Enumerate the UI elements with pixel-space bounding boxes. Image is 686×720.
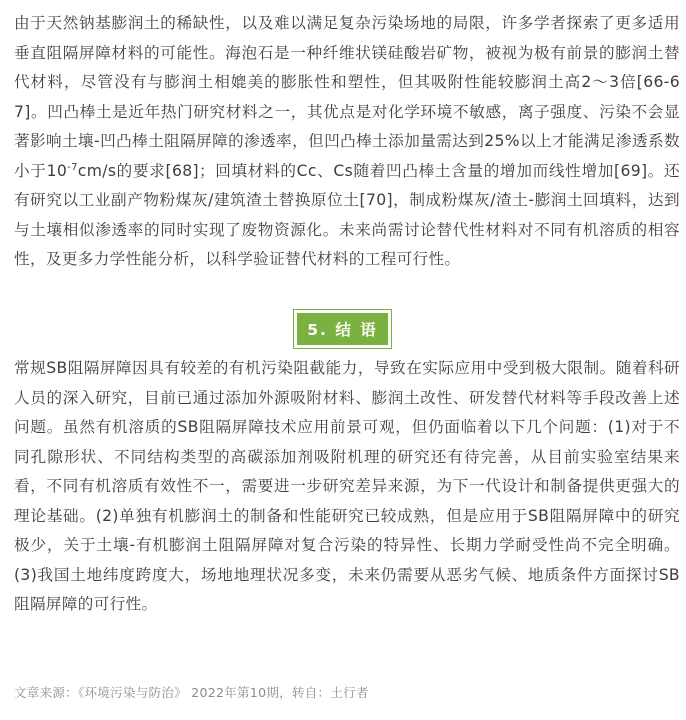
section-heading-frame: [293, 309, 392, 349]
paragraph-alternative-materials: [14, 9, 680, 275]
article-source: 文章来源：《环境污染与防治》 2022年第10期，转自：土行者: [14, 685, 369, 700]
paragraph-text-continued: cm/s的要求[68]；回填材料的Cc、Cs随着凹凸棒土含量的增加而线性增加[69]。还有研究以工业副产物粉煤灰/建筑渣土替换原位土[70]，制成粉煤灰/渣土-膨润土回填料，达到与土壤相似渗透率的同时实现了废物资源化。未来尚需讨论替代性材料对不同有机溶质的相容性，及更多力学性能分析，以科学验证替代材料的工程可行性。: [14, 161, 680, 268]
section-heading-container: [0, 309, 686, 349]
superscript-exponent: -7: [67, 161, 78, 173]
paragraph-conclusion: 常规SB阻隔屏障因具有较差的有机污染阻截能力，导致在实际应用中受到极大限制。随着科研人员的深入研究，目前已通过添加外源吸附材料、膨润土改性、研发替代材料等手段改善上述问题。虽然有机溶质的SB阻隔屏障技术应用前景可观，但仍面临着以下几个问题：(1)对于不同孔隙形状、不同结构类型的高碳添加剂吸附机理的研究还有待完善，从目前实验室结果来看，不同有机溶质有效性不一，需要进一步研究差异来源，为下一代设计和制备提供更强大的理论基础。(2)单独有机膨润土的制备和性能研究已较成熟，但是应用于SB阻隔屏障中的研究极少，关于土壤-有机膨润土阻隔屏障对复合污染的特异性、长期力学耐受性尚不完全明确。(3)我国土地纬度跨度大，场地地理状况多变，未来仍需要从恶劣气候、地质条件方面探讨SB阻隔屏障的可行性。: [14, 359, 680, 613]
section-heading: 5. 结 语: [297, 313, 388, 345]
paragraph-text: 由于天然钠基膨润土的稀缺性，以及难以满足复杂污染场地的局限，许多学者探索了更多适用垂直阻隔屏障材料的可能性。海泡石是一种纤维状镁硅酸岩矿物，被视为极有前景的膨润土替代材料，尽管没有与膨润土相媲美的膨胀性和塑性，但其吸附性能较膨润土高2～3倍[66-67]。凹凸棒土是近年热门研究材料之一，其优点是对化学环境不敏感，离子强度、污染不会显著影响土壤-凹凸棒土阻隔屏障的渗透率，但凹凸棒土添加量需达到25%以上才能满足渗透系数小于10: [14, 14, 680, 180]
